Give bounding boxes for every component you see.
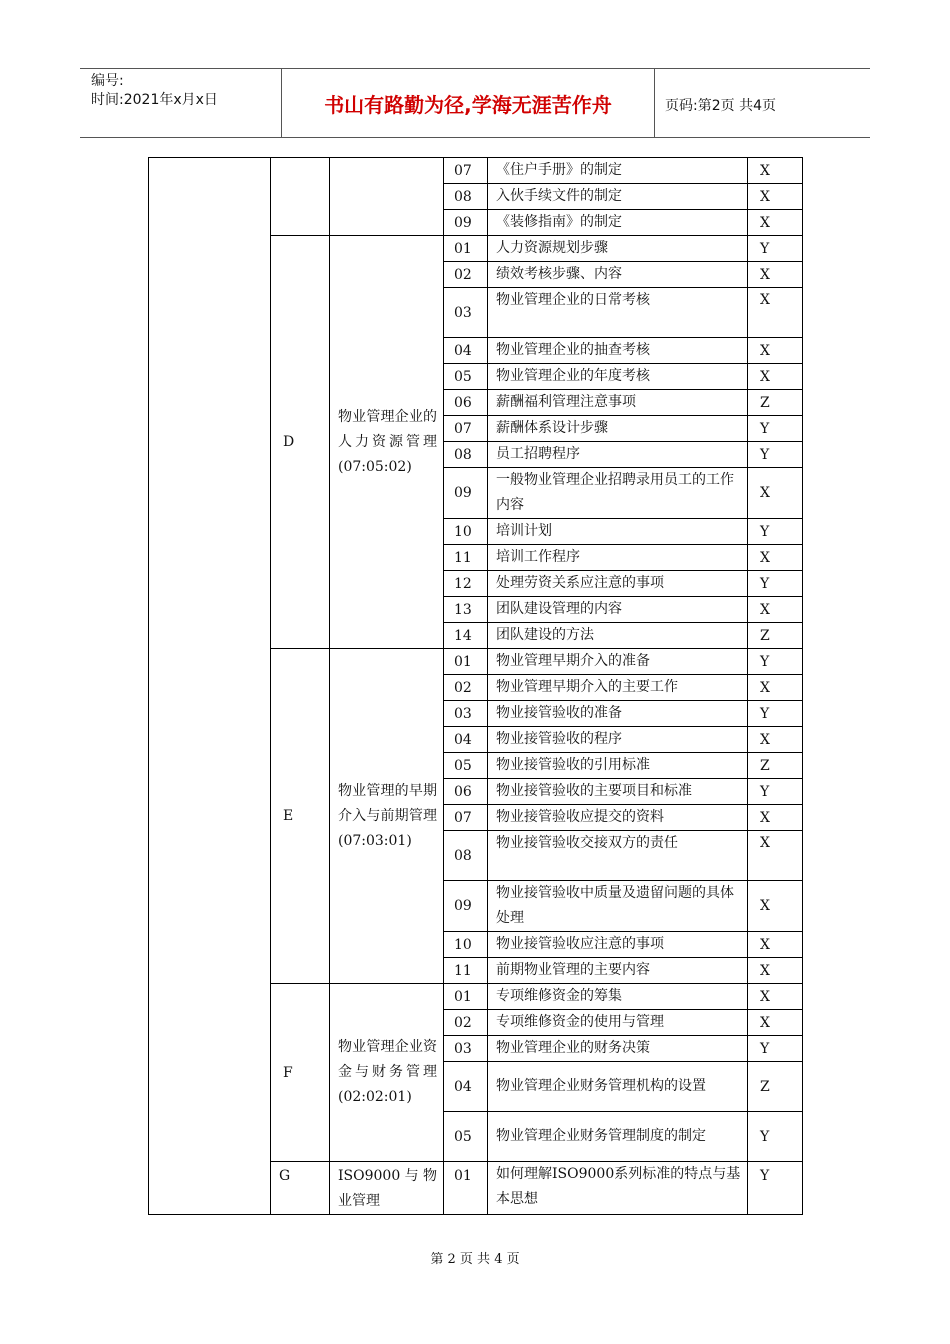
item-number: 07	[444, 416, 488, 442]
item-number: 04	[444, 338, 488, 364]
item-number: 05	[444, 753, 488, 779]
item-level: X	[748, 805, 803, 831]
item-number: 01	[444, 236, 488, 262]
item-content: 物业管理企业的抽查考核	[488, 338, 748, 364]
item-content: 培训工作程序	[488, 545, 748, 571]
item-level: Z	[748, 390, 803, 416]
item-number: 03	[444, 288, 488, 338]
page-header	[80, 68, 870, 138]
document-number-label: 编号:	[91, 73, 124, 89]
item-number: 05	[444, 1112, 488, 1162]
item-number: 07	[444, 158, 488, 184]
item-level: X	[748, 727, 803, 753]
item-number: 10	[444, 519, 488, 545]
item-level: Y	[748, 571, 803, 597]
syllabus-table	[148, 157, 803, 1215]
item-number: 08	[444, 831, 488, 881]
item-level: Y	[748, 701, 803, 727]
item-number: 08	[444, 442, 488, 468]
item-level: X	[748, 288, 803, 338]
item-level: X	[748, 210, 803, 236]
blank-first-column	[149, 158, 271, 1215]
section-code: F	[271, 984, 330, 1162]
header-motto: 书山有路勤为径,学海无涯苦作舟	[282, 69, 655, 137]
item-content: 专项维修资金的筹集	[488, 984, 748, 1010]
item-content: 员工招聘程序	[488, 442, 748, 468]
item-level: Y	[748, 442, 803, 468]
item-content: 培训计划	[488, 519, 748, 545]
item-level: X	[748, 338, 803, 364]
item-number: 05	[444, 364, 488, 390]
item-number: 14	[444, 623, 488, 649]
item-number: 02	[444, 262, 488, 288]
item-content: 薪酬体系设计步骤	[488, 416, 748, 442]
item-number: 07	[444, 805, 488, 831]
item-level: X	[748, 675, 803, 701]
item-content: 物业接管验收交接双方的责任	[488, 831, 748, 881]
item-level: Y	[748, 416, 803, 442]
item-content: 物业管理早期介入的准备	[488, 649, 748, 675]
item-level: Z	[748, 1062, 803, 1112]
item-content: 薪酬福利管理注意事项	[488, 390, 748, 416]
item-level: X	[748, 262, 803, 288]
item-number: 06	[444, 390, 488, 416]
item-level: Y	[748, 649, 803, 675]
item-level: X	[748, 932, 803, 958]
header-page-number: 页码:第2页 共4页	[665, 98, 776, 114]
item-level: Y	[748, 1036, 803, 1062]
item-number: 04	[444, 727, 488, 753]
item-number: 03	[444, 1036, 488, 1062]
item-content: 物业管理企业的年度考核	[488, 364, 748, 390]
item-level: Z	[748, 623, 803, 649]
item-level: X	[748, 984, 803, 1010]
document-date: 时间:2021年x月x日	[91, 92, 218, 108]
item-level: X	[748, 158, 803, 184]
section-code	[271, 158, 330, 236]
item-number: 11	[444, 545, 488, 571]
item-number: 09	[444, 881, 488, 932]
item-content: 处理劳资关系应注意的事项	[488, 571, 748, 597]
item-content: 物业接管验收应提交的资料	[488, 805, 748, 831]
item-level: X	[748, 184, 803, 210]
table-row	[149, 158, 803, 184]
item-number: 13	[444, 597, 488, 623]
item-content: 物业接管验收中质量及遗留问题的具体处理	[488, 881, 748, 932]
item-number: 04	[444, 1062, 488, 1112]
item-level: Y	[748, 519, 803, 545]
section-name: 物业管理的早期介入与前期管理(07:03:01)	[330, 649, 444, 984]
item-level: X	[748, 364, 803, 390]
section-code: D	[271, 236, 330, 649]
item-content: 绩效考核步骤、内容	[488, 262, 748, 288]
item-level: X	[748, 597, 803, 623]
item-content: 人力资源规划步骤	[488, 236, 748, 262]
item-number: 02	[444, 675, 488, 701]
item-level: X	[748, 831, 803, 881]
item-content: 物业管理企业财务管理机构的设置	[488, 1062, 748, 1112]
item-level: Y	[748, 1162, 803, 1215]
item-level: X	[748, 881, 803, 932]
item-content: 物业接管验收的程序	[488, 727, 748, 753]
section-code: E	[271, 649, 330, 984]
section-name: 物业管理企业的人力资源管理(07:05:02)	[330, 236, 444, 649]
item-level: X	[748, 545, 803, 571]
item-number: 12	[444, 571, 488, 597]
item-number: 10	[444, 932, 488, 958]
item-number: 01	[444, 984, 488, 1010]
item-level: Y	[748, 1112, 803, 1162]
item-content: 入伙手续文件的制定	[488, 184, 748, 210]
section-name	[330, 158, 444, 236]
item-number: 01	[444, 649, 488, 675]
item-content: 物业管理早期介入的主要工作	[488, 675, 748, 701]
item-content: 物业接管验收的引用标准	[488, 753, 748, 779]
item-number: 06	[444, 779, 488, 805]
item-level: Y	[748, 779, 803, 805]
item-level: Y	[748, 236, 803, 262]
item-content: 前期物业管理的主要内容	[488, 958, 748, 984]
section-code: G	[271, 1162, 330, 1215]
item-level: X	[748, 958, 803, 984]
item-content: 物业接管验收的主要项目和标准	[488, 779, 748, 805]
item-number: 01	[444, 1162, 488, 1215]
item-number: 03	[444, 701, 488, 727]
item-content: 物业管理企业的财务决策	[488, 1036, 748, 1062]
item-content: 《装修指南》的制定	[488, 210, 748, 236]
item-content: 团队建设的方法	[488, 623, 748, 649]
section-name: 物业管理企业资金与财务管理(02:02:01)	[330, 984, 444, 1162]
item-content: 物业管理企业的日常考核	[488, 288, 748, 338]
item-content: 如何理解ISO9000系列标准的特点与基本思想	[488, 1162, 748, 1215]
header-meta	[80, 69, 282, 137]
page-footer: 第 2 页 共 4 页	[430, 1252, 520, 1267]
item-content: 《住户手册》的制定	[488, 158, 748, 184]
item-content: 团队建设管理的内容	[488, 597, 748, 623]
item-number: 09	[444, 468, 488, 519]
item-content: 物业管理企业财务管理制度的制定	[488, 1112, 748, 1162]
item-level: Z	[748, 753, 803, 779]
item-content: 物业接管验收应注意的事项	[488, 932, 748, 958]
item-content: 一般物业管理企业招聘录用员工的工作内容	[488, 468, 748, 519]
item-level: X	[748, 1010, 803, 1036]
item-level: X	[748, 468, 803, 519]
item-number: 02	[444, 1010, 488, 1036]
item-content: 专项维修资金的使用与管理	[488, 1010, 748, 1036]
item-number: 09	[444, 210, 488, 236]
item-content: 物业接管验收的准备	[488, 701, 748, 727]
section-name: ISO9000与物业管理	[330, 1162, 444, 1215]
item-number: 11	[444, 958, 488, 984]
item-number: 08	[444, 184, 488, 210]
